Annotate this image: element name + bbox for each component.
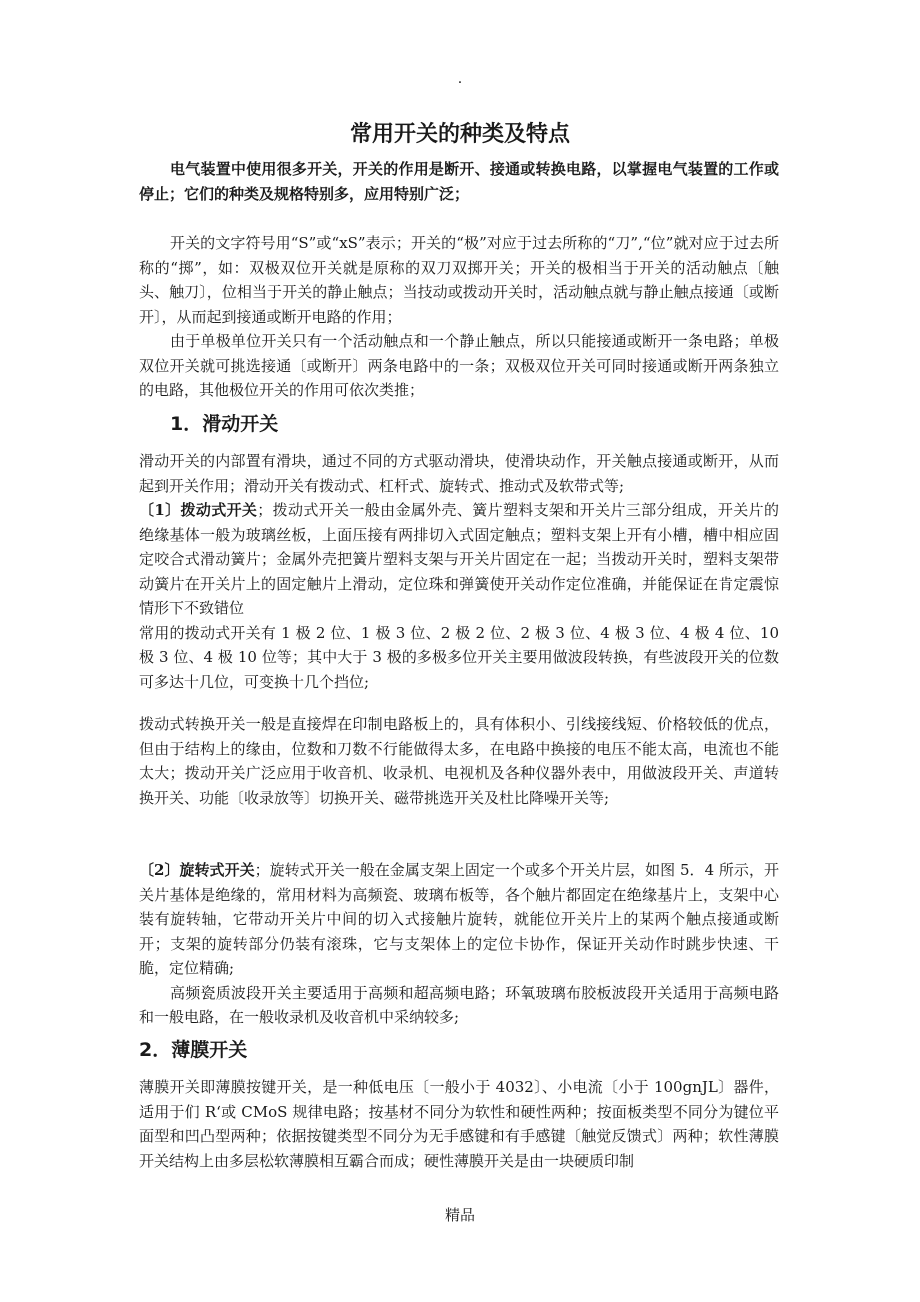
paragraph-rotary-usage: 高频瓷质波段开关主要适用于高频和超高频电路；环氧玻璃布胶板波段开关适用于高频电路和一般电路，在一般收录机及收音机中采纳较多; bbox=[139, 983, 779, 1026]
paragraph-toggle-switch bbox=[139, 498, 779, 621]
paragraph-symbols: 开关的文字符号用“S”或“xS”表示；开关的“极”对应于过去所称的“刀”,“位”就对应于过去所称的“掷”，如：双极双位开关就是原称的双刀双掷开关；开关的极相当于开关的活动触点〔触头、触刀〕，位相当于开关的静止触点；当技动或拨动开关时，活动触点就与静止触点接通〔或断开〕，从而起到接通或断开电路的作用； bbox=[139, 234, 779, 326]
header-mark: . bbox=[457, 71, 463, 87]
paragraph-poles: 由于单极单位开关只有一个活动触点和一个静止触点，所以只能接通或断开一条电路；单极双位开关就可挑选接通〔或断开〕两条电路中的一条；双极双位开关可同时接通或断开两条独立的电路，其他极位开关的作用可依次类推； bbox=[139, 332, 779, 399]
section-rotary-switch bbox=[139, 858, 779, 1030]
paragraph-membrane-switch: 薄膜开关即薄膜按键开关，是一种低电压〔一般小于 4032〕、小电流〔小于 100gnJL〕器件，适用于们 R‘或 CMoS 规律电路；按基材不同分为软性和硬性两种；按面板类型不同分为键位平面型和凹凸型两种；依据按键类型不同分为无手感键和有手感键〔触觉反馈式〕两种；软性薄膜开关结构上由多层松软薄膜相互霸合而成；硬性薄膜开关是由一块硬质印制 bbox=[139, 1078, 779, 1170]
subheading-toggle-switch: 〔1〕拨动式开关 bbox=[139, 501, 258, 519]
paragraph-toggle-types: 常用的拨动式开关有 1 极 2 位、1 极 3 位、2 极 2 位、2 极 3 位、4 极 3 位、4 极 4 位、10 极 3 位、4 极 10 位等；其中大于 3 极的多极多位开关主要用做波段转换，有些波段开关的位数可多达十几位，可变换十几个挡位; bbox=[139, 623, 779, 691]
section-membrane-switch-body bbox=[139, 1075, 779, 1173]
section-slide-switch-body bbox=[139, 449, 779, 694]
paragraph-toggle-usage: 拨动式转换开关一般是直接焊在印制电路板上的，具有体积小、引线接线短、价格较低的优点，但由于结构上的缘由，位数和刀数不行能做得太多，在电路中换接的电压不能太高，电流也不能太大；拨动开关广泛应用于收音机、收录机、电视机及各种仪器外表中，用做波段开关、声道转换开关、功能〔收录放等〕切换开关、磁带挑选开关及杜比降噪开关等; bbox=[139, 715, 779, 807]
paragraph-slide-intro: 滑动开关的内部置有滑块，通过不同的方式驱动滑块，使滑块动作，开关触点接通或断开，从而起到开关作用；滑动开关有拨动式、杠杆式、旋转式、推动式及软带式等; bbox=[139, 452, 779, 495]
intro-paragraph: 电气装置中使用很多开关，开关的作用是断开、接通或转换电路，以掌握电气装置的工作或停止；它们的种类及规格特别多，应用特别广泛； bbox=[139, 160, 779, 203]
footer-mark: 精品 bbox=[444, 1206, 475, 1224]
section-heading-slide-switch: 1．滑动开关 bbox=[170, 413, 279, 435]
toggle-switch-text: ；拨动式开关一般由金属外壳、簧片塑料支架和开关片三部分组成，开关片的绝缘基体一般为玻璃丝板，上面压接有两排切入式固定触点；塑料支架上开有小槽，槽中相应固定咬合式滑动簧片；金属外壳把簧片塑料支架与开关片固定在一起；当拨动开关时，塑料支架带动簧片在开关片上的固定触片上滑动，定位珠和弹簧使开关动作定位准确，并能保证在肯定震惊情形下不致错位 bbox=[139, 501, 779, 617]
intro-block bbox=[139, 157, 779, 206]
section-membrane-switch bbox=[139, 1036, 779, 1064]
general-block bbox=[139, 231, 779, 403]
rotary-switch-text: ；旋转式开关一般在金属支架上固定一个或多个开关片层，如图 5．4 所示，开关片基体是绝缘的，常用材料为高频瓷、玻璃布板等，各个触片都固定在绝缘基片上，支架中心装有旋转轴，它带动开关片中间的切入式接触片旋转，就能位开关片上的某两个触点接通或断开；支架的旋转部分仍装有滚珠，它与支架体上的定位卡协作，保证开关动作时跳步快速、干脆，定位精确; bbox=[139, 861, 779, 977]
page-title: 常用开关的种类及特点 bbox=[349, 122, 570, 147]
section-toggle-usage bbox=[139, 712, 779, 810]
subheading-rotary-switch: 〔2〕旋转式开关 bbox=[139, 861, 255, 879]
section-heading-membrane-switch: 2．薄膜开关 bbox=[139, 1039, 248, 1061]
section-slide-switch bbox=[139, 410, 779, 438]
paragraph-rotary-switch bbox=[139, 858, 779, 981]
